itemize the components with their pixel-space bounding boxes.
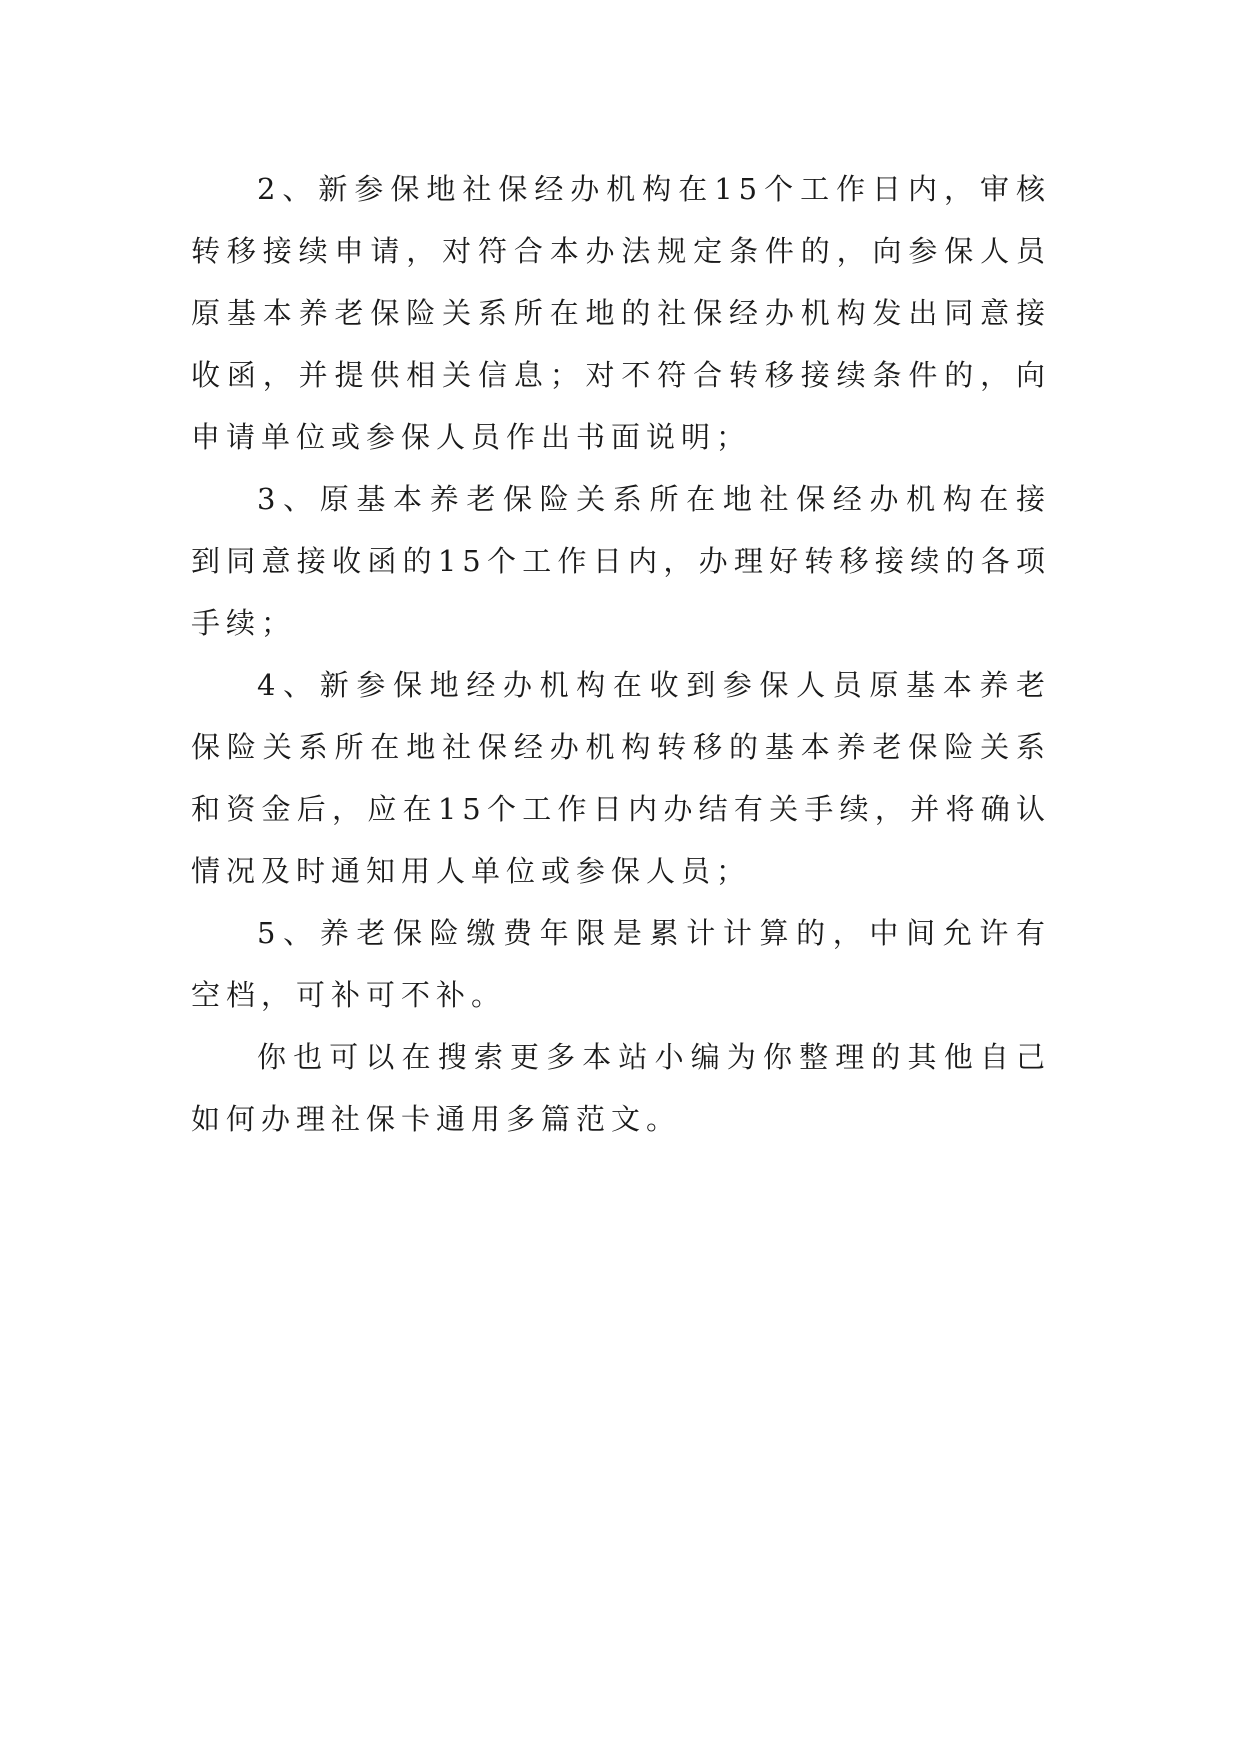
document-body	[191, 158, 1051, 1150]
paragraph-step-4: 4、新参保地经办机构在收到参保人员原基本养老保险关系所在地社保经办机构转移的基本养老保险关系和资金后，应在15个工作日内办结有关手续，并将确认情况及时通知用人单位或参保人员；	[191, 668, 1051, 888]
paragraph-step-2: 2、新参保地社保经办机构在15个工作日内，审核转移接续申请，对符合本办法规定条件的，向参保人员原基本养老保险关系所在地的社保经办机构发出同意接收函，并提供相关信息；对不符合转移接续条件的，向申请单位或参保人员作出书面说明；	[191, 172, 1051, 454]
paragraph-step-3: 3、原基本养老保险关系所在地社保经办机构在接到同意接收函的15个工作日内，办理好转移接续的各项手续；	[191, 482, 1051, 640]
paragraph-step-5: 5、养老保险缴费年限是累计计算的，中间允许有空档，可补可不补。	[191, 916, 1051, 1012]
paragraph-closing-note: 你也可以在搜索更多本站小编为你整理的其他自己如何办理社保卡通用多篇范文。	[191, 1040, 1051, 1136]
